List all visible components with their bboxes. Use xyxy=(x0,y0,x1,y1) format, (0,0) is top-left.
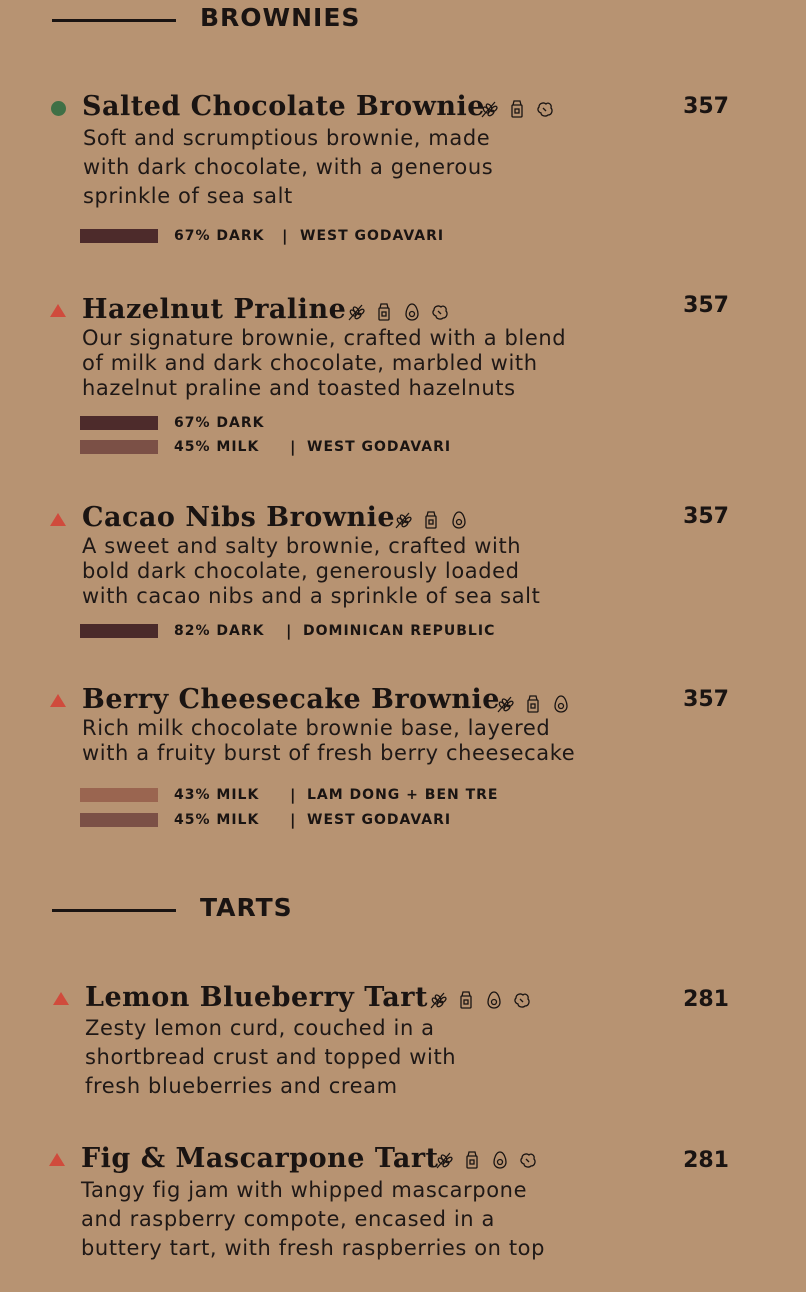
chocolate-bar xyxy=(80,813,158,827)
separator: | xyxy=(286,622,292,640)
item-price: 357 xyxy=(683,293,729,318)
separator: | xyxy=(290,438,296,456)
item-description: A sweet and salty brownie, crafted with bold dark chocolate, generously loaded with cacao nibs and a sprinkle of sea salt xyxy=(82,534,541,608)
chocolate-bar xyxy=(80,440,158,454)
item-description: Soft and scrumptious brownie, made with dark chocolate, with a generous sprinkle of sea salt xyxy=(83,126,494,208)
separator: | xyxy=(290,811,296,829)
wheat-icon xyxy=(495,694,515,714)
chocolate-origin: WEST GODAVARI xyxy=(300,228,445,244)
wheat-icon xyxy=(434,1150,454,1170)
egg-marker-icon xyxy=(49,1153,65,1166)
milk-icon xyxy=(456,990,476,1010)
section-rule xyxy=(52,19,176,22)
chocolate-bar xyxy=(80,229,158,243)
chocolate-percent: 45% MILK xyxy=(174,439,260,455)
item-description: Our signature brownie, crafted with a blend of milk and dark chocolate, marbled with hazelnut praline and toasted hazelnuts xyxy=(82,326,567,400)
egg-marker-icon xyxy=(50,304,66,317)
nut-icon xyxy=(512,990,532,1010)
item-name: Lemon Blueberry Tart xyxy=(85,982,428,1013)
egg-marker-icon xyxy=(53,992,69,1005)
item-name: Fig & Mascarpone Tart xyxy=(81,1143,439,1174)
item-name: Berry Cheesecake Brownie xyxy=(82,684,500,715)
chocolate-origin: WEST GODAVARI xyxy=(307,812,452,828)
milk-icon xyxy=(421,510,441,530)
wheat-icon xyxy=(393,510,413,530)
item-price: 281 xyxy=(683,1148,729,1173)
chocolate-bar xyxy=(80,624,158,638)
item-name: Salted Chocolate Brownie xyxy=(82,91,485,122)
egg-icon xyxy=(551,694,571,714)
milk-icon xyxy=(462,1150,482,1170)
item-description: Tangy fig jam with whipped mascarpone and raspberry compote, encased in a buttery tart, with fresh raspberries on top xyxy=(81,1178,546,1260)
chocolate-origin: WEST GODAVARI xyxy=(307,439,452,455)
wheat-icon xyxy=(428,990,448,1010)
item-price: 357 xyxy=(683,94,729,119)
egg-icon xyxy=(402,302,422,322)
item-price: 357 xyxy=(683,504,729,529)
item-price: 357 xyxy=(683,687,729,712)
veg-marker-icon xyxy=(51,101,66,116)
chocolate-origin: LAM DONG + BEN TRE xyxy=(307,787,499,803)
item-description: Rich milk chocolate brownie base, layered with a fruity burst of fresh berry cheesecake xyxy=(82,716,576,765)
wheat-icon xyxy=(346,302,366,322)
egg-icon xyxy=(484,990,504,1010)
chocolate-percent: 45% MILK xyxy=(174,812,260,828)
chocolate-bar xyxy=(80,788,158,802)
separator: | xyxy=(290,786,296,804)
section-title: TARTS xyxy=(200,893,293,922)
allergen-icons xyxy=(346,302,450,322)
allergen-icons xyxy=(428,990,532,1010)
allergen-icons xyxy=(393,510,469,530)
item-description: Zesty lemon curd, couched in a shortbread crust and topped with fresh blueberries and cream xyxy=(85,1016,457,1098)
item-price: 281 xyxy=(683,987,729,1012)
milk-icon xyxy=(523,694,543,714)
section-rule xyxy=(52,909,176,912)
nut-icon xyxy=(518,1150,538,1170)
allergen-icons xyxy=(495,694,571,714)
section-title: BROWNIES xyxy=(200,3,361,32)
chocolate-percent: 82% DARK xyxy=(174,623,265,639)
wheat-icon xyxy=(479,99,499,119)
egg-icon xyxy=(449,510,469,530)
item-name: Hazelnut Praline xyxy=(82,294,347,325)
nut-icon xyxy=(430,302,450,322)
allergen-icons xyxy=(434,1150,538,1170)
chocolate-percent: 43% MILK xyxy=(174,787,260,803)
egg-marker-icon xyxy=(50,694,66,707)
allergen-icons xyxy=(479,99,555,119)
chocolate-bar xyxy=(80,416,158,430)
nut-icon xyxy=(535,99,555,119)
milk-icon xyxy=(507,99,527,119)
chocolate-percent: 67% DARK xyxy=(174,228,265,244)
chocolate-origin: DOMINICAN REPUBLIC xyxy=(303,623,496,639)
milk-icon xyxy=(374,302,394,322)
item-name: Cacao Nibs Brownie xyxy=(82,502,396,533)
egg-icon xyxy=(490,1150,510,1170)
egg-marker-icon xyxy=(50,513,66,526)
chocolate-percent: 67% DARK xyxy=(174,415,265,431)
separator: | xyxy=(282,227,288,245)
